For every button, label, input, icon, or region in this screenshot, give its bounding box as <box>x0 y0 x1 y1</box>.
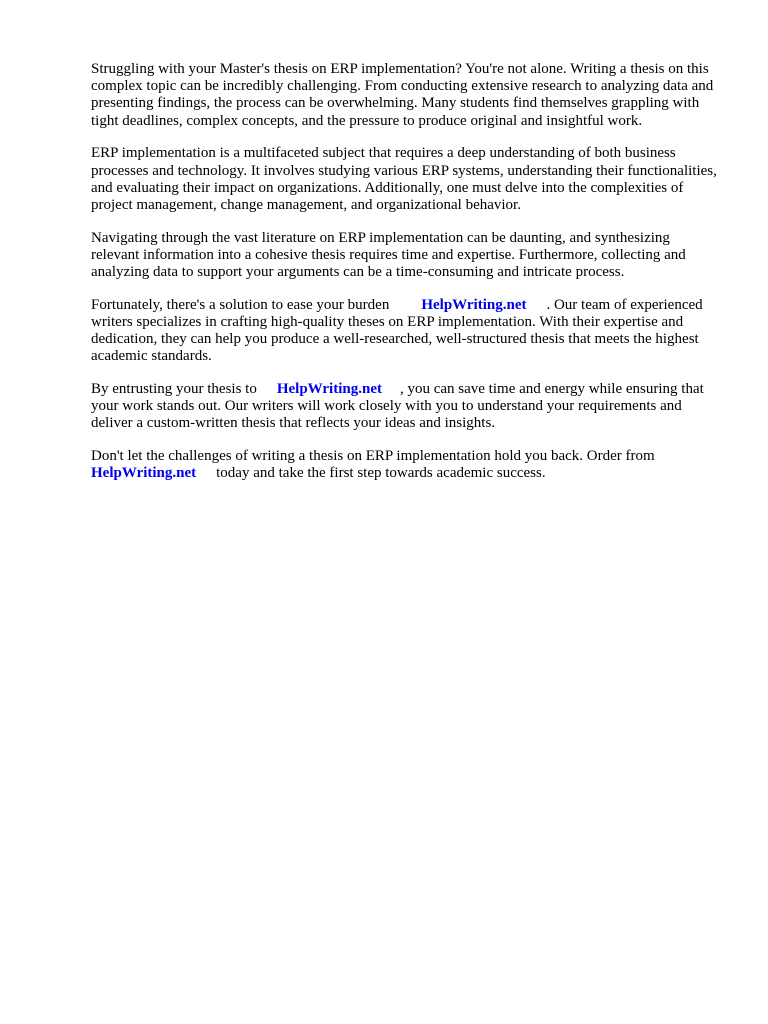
paragraph-4-text-end: . Our team of experienced writers specializes in crafting high-quality theses on ERP implementation. With their expertise and dedication, they can help you produce a well-researched, well-structured thesis that meets the highest academic standards. <box>91 296 703 365</box>
paragraph-6-text-end: today and take the first step towards academic success. <box>216 465 546 482</box>
paragraph-4 <box>91 297 721 366</box>
paragraph-4-text-start: Fortunately, there's a solution to ease your burden <box>91 296 390 313</box>
paragraph-5-text-start: By entrusting your thesis to <box>91 381 257 398</box>
paragraph-6 <box>91 448 721 482</box>
paragraph-6-text-start: Don't let the challenges of writing a thesis on ERP implementation hold you back. Order from <box>91 448 655 465</box>
helpwriting-link[interactable]: HelpWriting.net <box>91 465 197 482</box>
helpwriting-link[interactable]: HelpWriting.net <box>421 296 527 313</box>
paragraph-3: Navigating through the vast literature on ERP implementation can be daunting, and synthesizing relevant information into a cohesive thesis requires time and expertise. Furthermore, collecting and analyzing data to support your arguments can be a time-consuming and intricate process. <box>91 229 686 281</box>
paragraph-2: ERP implementation is a multifaceted subject that requires a deep understanding of both business processes and technology. It involves studying various ERP systems, understanding their functionalities, and evaluating their impact on organizations. Additionally, one must delve into the complexities of project management, change management, and organizational behavior. <box>91 145 717 213</box>
document-body <box>91 61 721 498</box>
paragraph-5-text-end: , you can save time and energy while ensuring that your work stands out. Our writers will work closely with you to understand your requirements and deliver a custom-written thesis that reflects your ideas and insights. <box>91 381 704 432</box>
helpwriting-link[interactable]: HelpWriting.net <box>276 381 382 398</box>
paragraph-5 <box>91 381 721 433</box>
paragraph-1: Struggling with your Master's thesis on ERP implementation? You're not alone. Writing a thesis on this complex topic can be incredibly challenging. From conducting extensive research to analyzing data and presenting findings, the process can be overwhelming. Many students find themselves grappling with tight deadlines, complex concepts, and the pressure to produce original and insightful work. <box>91 61 714 129</box>
